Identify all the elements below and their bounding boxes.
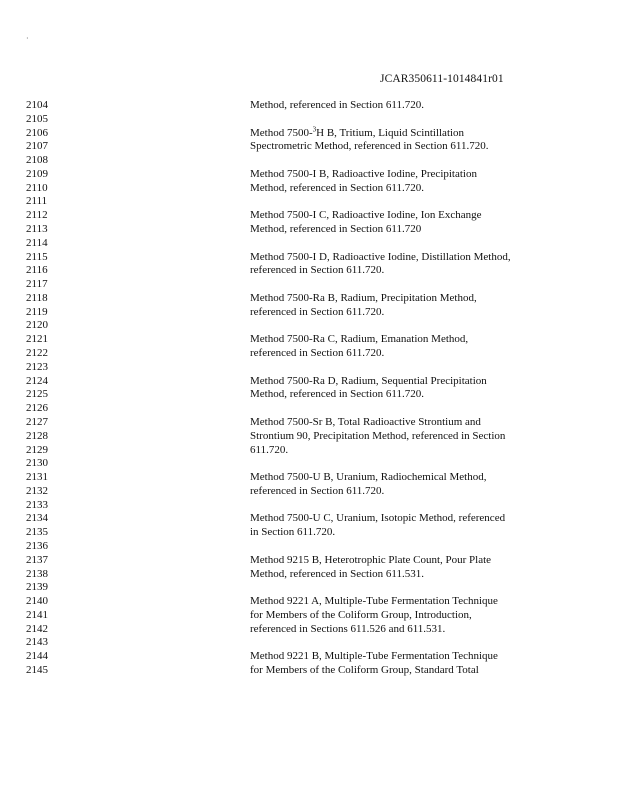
line-number: 2145 [26,663,48,676]
line-text: referenced in Section 611.720. [250,264,385,277]
line-text [250,124,465,140]
line-number: 2131 [26,471,48,484]
line-number: 2139 [26,581,48,594]
line-text: Method 7500-Sr B, Total Radioactive Strontium and [250,415,481,428]
line-text: Method, referenced in Section 611.720. [250,388,425,401]
line-number: 2122 [26,347,48,360]
line-number: 2110 [26,181,48,194]
line-text-part: H B, Tritium, Liquid Scintillation [316,126,465,139]
line-text: Method 9215 B, Heterotrophic Plate Count, Pour Plate [250,553,492,566]
line-text: Method, referenced in Section 611.720 [250,223,422,236]
line-text: Strontium 90, Precipitation Method, referenced in Section [250,429,506,442]
line-number: 2107 [26,140,48,153]
line-number: 2104 [26,99,48,111]
line-number: 2135 [26,526,48,539]
line-text: Method 7500-Ra B, Radium, Precipitation Method, [250,291,477,304]
line-text: Method 9221 B, Multiple-Tube Fermentation Technique [250,650,498,663]
line-text: referenced in Section 611.720. [250,305,385,318]
line-number: 2105 [26,112,48,125]
line-text: Method, referenced in Section 611.531. [250,567,425,580]
line-number: 2132 [26,484,48,497]
line-number: 2129 [26,443,48,456]
line-number: 2127 [26,415,48,428]
scan-mark: · [26,34,29,43]
line-number: 2121 [26,333,48,346]
line-text: Method 7500-U B, Uranium, Radiochemical Method, [250,471,487,484]
line-number: 2123 [26,360,48,373]
line-number: 2115 [26,250,48,263]
line-number: 2130 [26,457,48,470]
line-text: referenced in Section 611.720. [250,347,385,360]
line-number: 2141 [26,608,48,621]
isotope-superscript: 3 [312,124,317,133]
line-text: Spectrometric Method, referenced in Section 611.720. [250,140,489,153]
line-number: 2118 [26,291,48,304]
line-number: 2114 [26,236,48,249]
line-text: in Section 611.720. [250,526,336,539]
line-text: Method 7500-Ra C, Radium, Emanation Method, [250,333,469,346]
line-number: 2143 [26,636,48,649]
line-number: 2117 [26,278,48,291]
line-text: Method 7500-U C, Uranium, Isotopic Method, referenced [250,512,506,525]
line-number: 2125 [26,388,48,401]
line-number: 2120 [26,319,48,332]
line-number: 2142 [26,622,48,635]
line-number: 2128 [26,429,48,442]
line-number: 2140 [26,595,48,608]
line-number: 2119 [26,305,48,318]
line-number: 2113 [26,223,48,236]
line-number: 2133 [26,498,48,511]
line-text: Method, referenced in Section 611.720. [250,99,425,111]
line-text: for Members of the Coliform Group, Introduction, [250,608,472,621]
line-text: referenced in Section 611.720. [250,484,385,497]
line-number: 2109 [26,167,48,180]
line-text: Method, referenced in Section 611.720. [250,181,425,194]
line-text: Method 9221 A, Multiple-Tube Fermentation Technique [250,595,498,608]
line-number: 2144 [26,650,48,663]
line-number: 2124 [26,374,48,387]
line-text: referenced in Sections 611.526 and 611.531. [250,622,446,635]
document-header-code: JCAR350611-1014841r01 [380,73,504,85]
line-text: Method 7500-I B, Radioactive Iodine, Precipitation [250,167,477,180]
line-number: 2136 [26,539,48,552]
line-text-part: Method 7500- [250,126,313,139]
line-number: 2112 [26,209,48,222]
line-text: 611.720. [250,443,289,456]
line-number: 2137 [26,553,48,566]
line-number: 2111 [26,195,48,208]
line-text: Method 7500-I C, Radioactive Iodine, Ion Exchange [250,209,482,222]
line-text: Method 7500-Ra D, Radium, Sequential Precipitation [250,374,487,387]
line-number: 2106 [26,126,48,139]
line-number: 2138 [26,567,48,580]
line-number: 2108 [26,154,48,167]
line-text: for Members of the Coliform Group, Standard Total [250,663,479,676]
line-text: Method 7500-I D, Radioactive Iodine, Distillation Method, [250,250,511,263]
line-number: 2134 [26,512,48,525]
line-number: 2126 [26,402,48,415]
line-number: 2116 [26,264,48,277]
